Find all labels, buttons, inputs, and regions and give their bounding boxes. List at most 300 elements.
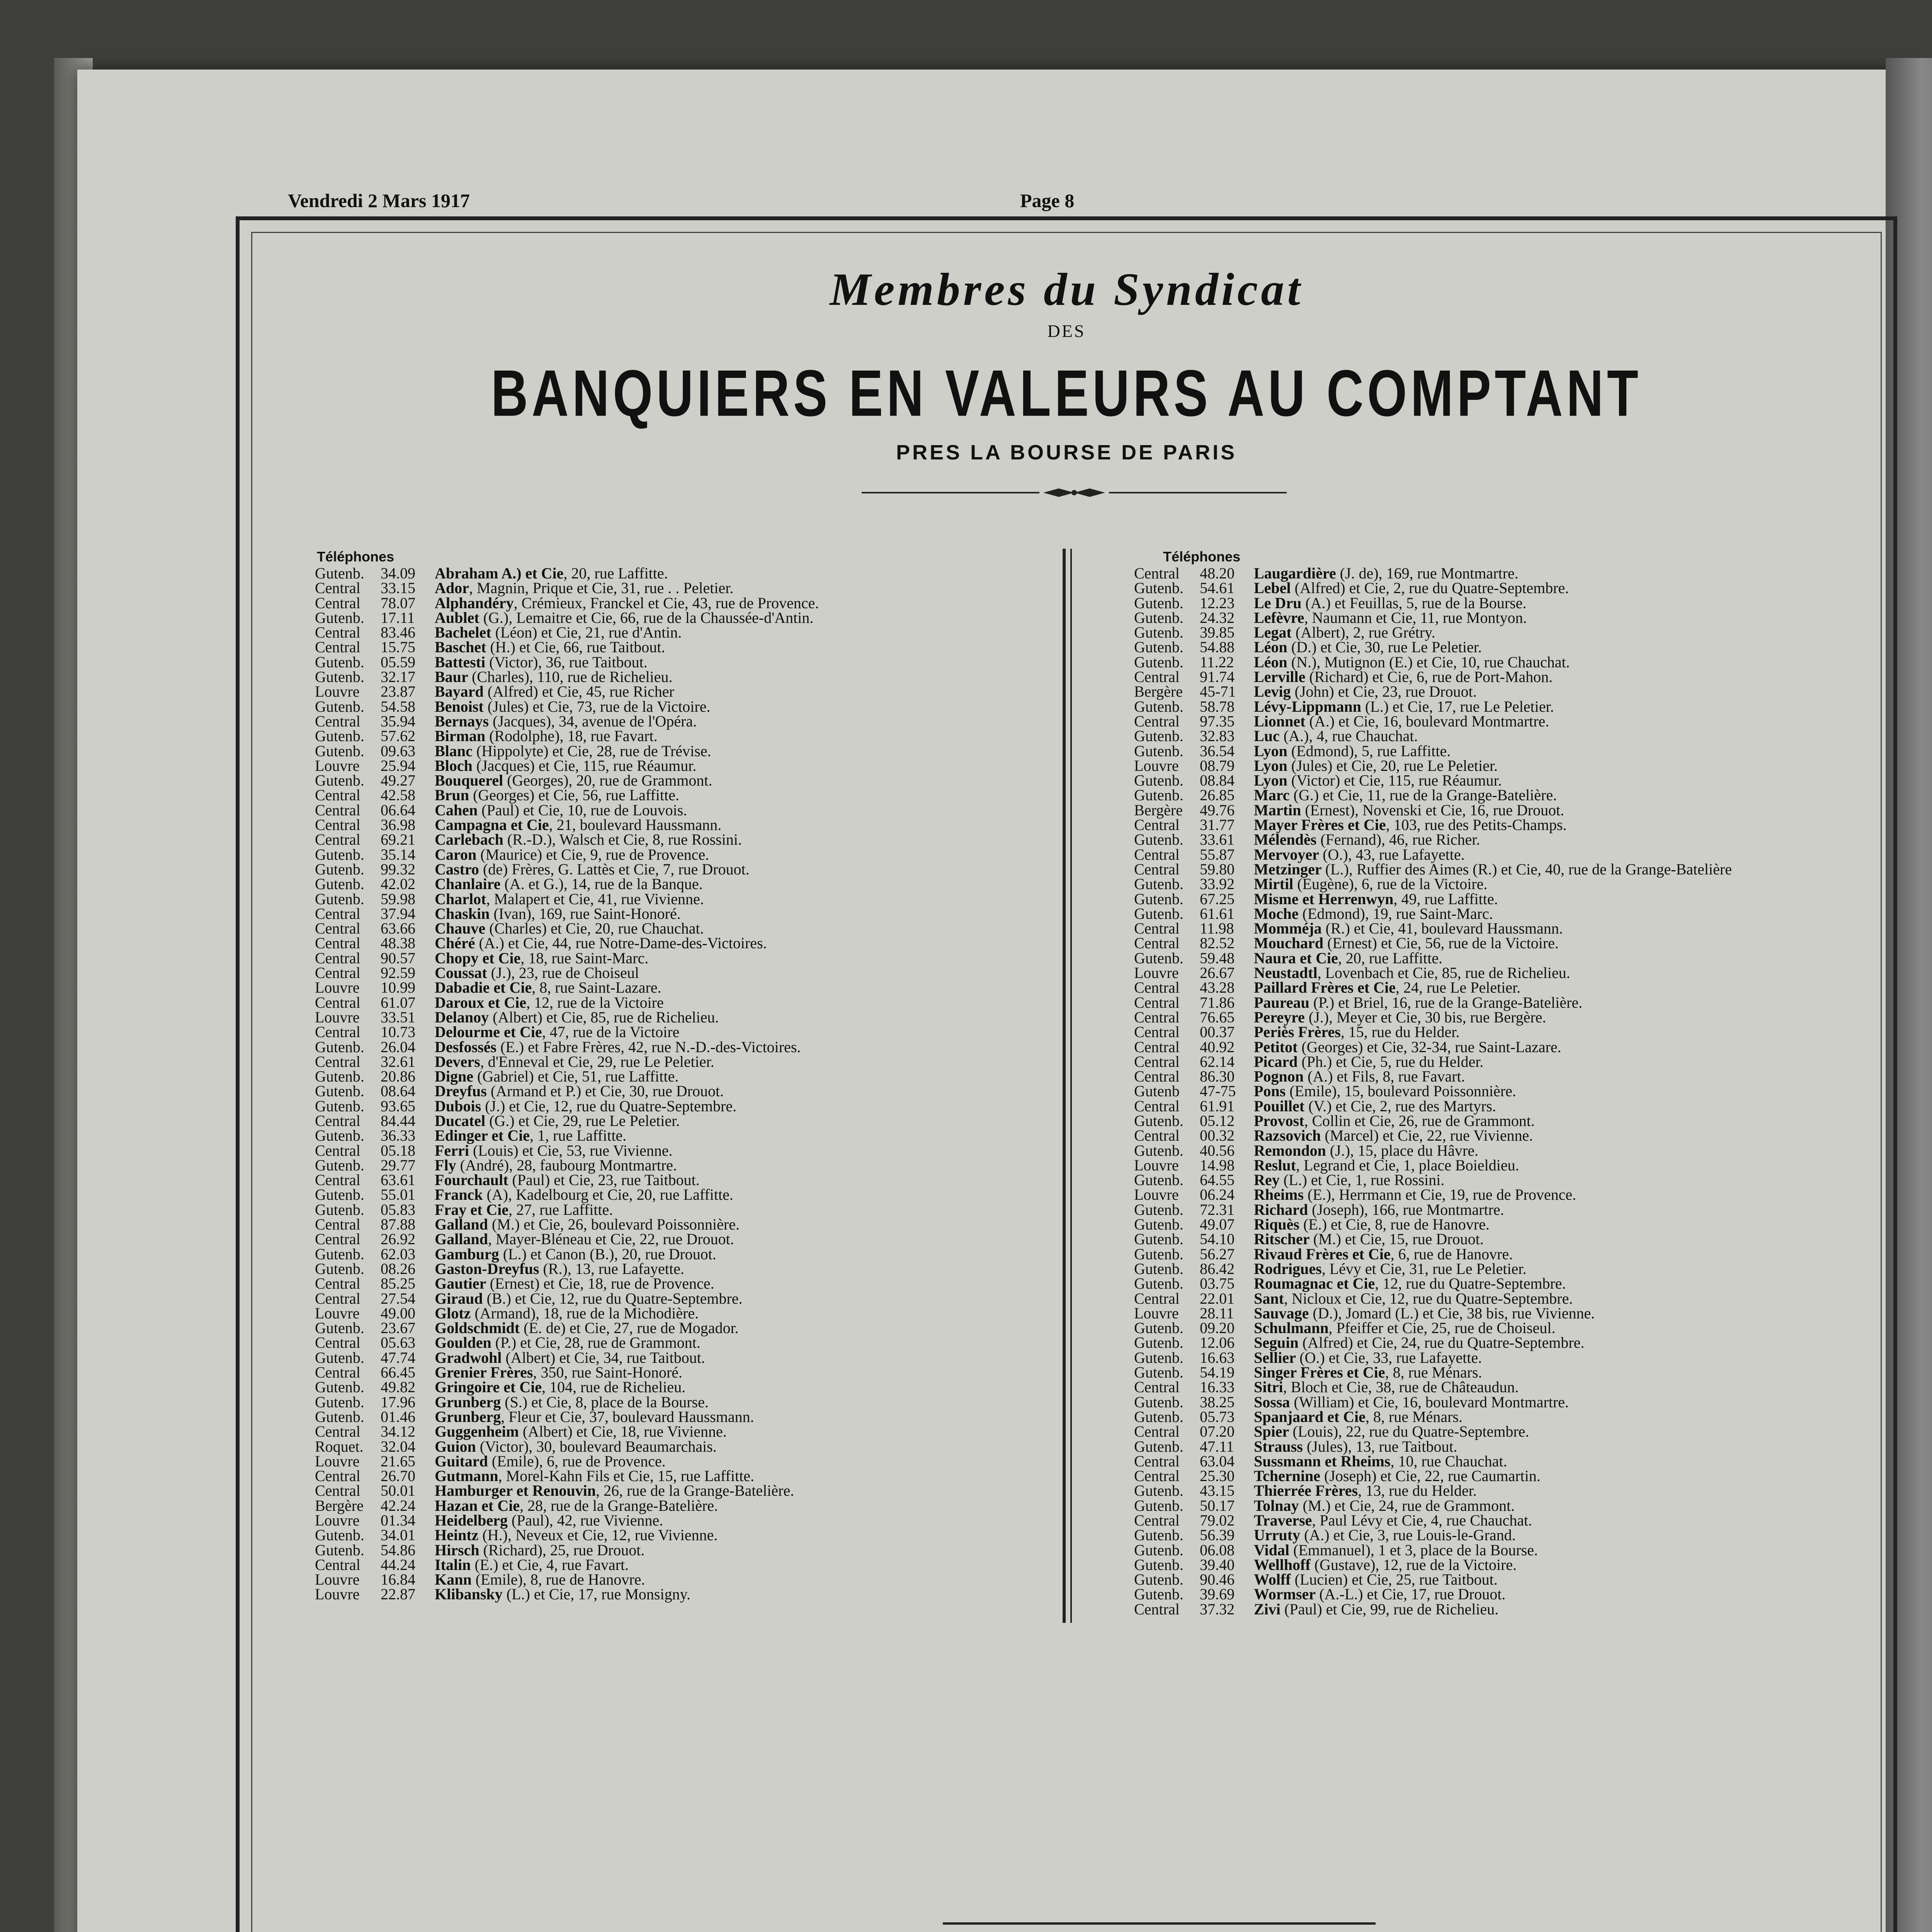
exchange: Central bbox=[315, 1467, 361, 1485]
exchange: Central bbox=[315, 712, 361, 730]
member-row bbox=[315, 1054, 1049, 1069]
phone-number: 49.07 bbox=[1200, 1216, 1235, 1233]
member-name: Urruty (A.) et Cie, 3, rue Louis-le-Grand. bbox=[1254, 1526, 1516, 1544]
member-row bbox=[315, 980, 1049, 995]
phone-number: 39.40 bbox=[1200, 1556, 1235, 1573]
member-row bbox=[315, 655, 1049, 670]
member-name: Mirtil (Eugène), 6, rue de la Victoire. bbox=[1254, 875, 1488, 893]
right-telephones-header: Téléphones bbox=[1163, 549, 1241, 565]
member-row bbox=[1134, 1025, 1868, 1039]
member-row bbox=[1134, 1069, 1868, 1084]
phone-number: 08.26 bbox=[381, 1260, 415, 1277]
exchange: Central bbox=[1134, 565, 1180, 582]
phone-number: 59.48 bbox=[1200, 949, 1235, 967]
member-row bbox=[1134, 1158, 1868, 1173]
member-row bbox=[315, 1572, 1049, 1587]
member-row bbox=[1134, 862, 1868, 877]
phone-number: 76.65 bbox=[1200, 1008, 1235, 1026]
exchange: Gutenb. bbox=[315, 1245, 364, 1263]
member-row bbox=[1134, 1350, 1868, 1365]
phone-number: 54.10 bbox=[1200, 1230, 1235, 1248]
phone-number: 05.73 bbox=[1200, 1408, 1235, 1425]
exchange: Gutenb bbox=[1134, 1082, 1180, 1100]
phone-number: 56.39 bbox=[1200, 1526, 1235, 1544]
phone-number: 10.73 bbox=[381, 1023, 415, 1041]
member-name: Spanjaard et Cie, 8, rue Ménars. bbox=[1254, 1408, 1463, 1425]
exchange: Gutenb. bbox=[1134, 1482, 1184, 1500]
phone-number: 37.94 bbox=[381, 905, 415, 922]
phone-number: 16.63 bbox=[1200, 1349, 1235, 1366]
phone-number: 03.75 bbox=[1200, 1275, 1235, 1293]
member-row bbox=[1134, 832, 1868, 847]
phone-number: 49.76 bbox=[1200, 801, 1235, 819]
short-rule bbox=[943, 1922, 1376, 1925]
right-member-list bbox=[1134, 566, 1868, 1617]
exchange: Gutenb. bbox=[1134, 1541, 1184, 1559]
member-row bbox=[315, 1202, 1049, 1217]
member-name: Abraham A.) et Cie, 20, rue Laffitte. bbox=[435, 565, 668, 582]
phone-number: 07.20 bbox=[1200, 1423, 1235, 1440]
member-row bbox=[315, 1084, 1049, 1099]
phone-number: 63.66 bbox=[381, 920, 415, 937]
member-row bbox=[1134, 1543, 1868, 1558]
member-name: Mélendès (Fernand), 46, rue Richer. bbox=[1254, 831, 1480, 849]
phone-number: 69.21 bbox=[381, 831, 415, 849]
title-banquiers: BANQUIERS EN VALEURS AU COMPTANT bbox=[491, 357, 1642, 430]
phone-number: 32.83 bbox=[1200, 727, 1235, 745]
member-row bbox=[315, 625, 1049, 640]
exchange: Central bbox=[1134, 1600, 1180, 1618]
exchange: Louvre bbox=[1134, 1156, 1179, 1174]
phone-number: 26.04 bbox=[381, 1038, 415, 1056]
phone-number: 34.01 bbox=[381, 1526, 415, 1544]
member-row bbox=[315, 1232, 1049, 1247]
member-row bbox=[1134, 1513, 1868, 1528]
member-name: Lefèvre, Naumann et Cie, 11, rue Montyon. bbox=[1254, 609, 1527, 626]
member-row bbox=[315, 847, 1049, 862]
phone-number: 12.06 bbox=[1200, 1334, 1235, 1352]
exchange: Gutenb. bbox=[315, 772, 364, 789]
member-name: Cahen (Paul) et Cie, 10, rue de Louvois. bbox=[435, 801, 687, 819]
phone-number: 49.82 bbox=[381, 1378, 415, 1396]
phone-number: 34.12 bbox=[381, 1423, 415, 1440]
exchange: Gutenb. bbox=[1134, 1245, 1184, 1263]
member-row bbox=[1134, 1187, 1868, 1202]
exchange: Louvre bbox=[315, 1008, 360, 1026]
title-des: DES bbox=[1047, 321, 1086, 341]
exchange: Gutenb. bbox=[1134, 1334, 1184, 1352]
exchange: Gutenb. bbox=[315, 890, 364, 908]
exchange: Central bbox=[1134, 816, 1180, 834]
phone-number: 85.25 bbox=[381, 1275, 415, 1293]
phone-number: 08.84 bbox=[1200, 772, 1235, 789]
exchange: Gutenb. bbox=[1134, 1571, 1184, 1588]
exchange: Gutenb. bbox=[1134, 772, 1184, 789]
phone-number: 32.17 bbox=[381, 668, 415, 686]
member-name: Roumagnac et Cie, 12, rue du Quatre-Septembre. bbox=[1254, 1275, 1566, 1293]
exchange: Central bbox=[315, 1423, 361, 1440]
member-row bbox=[315, 611, 1049, 625]
phone-number: 72.31 bbox=[1200, 1201, 1235, 1218]
exchange: Gutenb. bbox=[1134, 1556, 1184, 1573]
exchange: Gutenb. bbox=[1134, 1437, 1184, 1455]
exchange: Gutenb. bbox=[315, 1526, 364, 1544]
exchange: Central bbox=[315, 964, 361, 982]
member-name: Gradwohl (Albert) et Cie, 34, rue Taitbout. bbox=[435, 1349, 705, 1366]
member-row bbox=[1134, 1335, 1868, 1350]
exchange: Central bbox=[315, 1275, 361, 1293]
phone-number: 54.58 bbox=[381, 697, 415, 715]
exchange: Gutenb. bbox=[315, 1186, 364, 1204]
member-name: Lévy-Lippmann (L.) et Cie, 17, rue Le Peletier. bbox=[1254, 697, 1554, 715]
member-name: Mervoyer (O.), 43, rue Lafayette. bbox=[1254, 845, 1465, 863]
member-row bbox=[315, 684, 1049, 699]
phone-number: 11.22 bbox=[1200, 653, 1234, 671]
member-name: Lyon (Victor) et Cie, 115, rue Réaumur. bbox=[1254, 772, 1502, 789]
member-row bbox=[1134, 980, 1868, 995]
member-name: Fourchault (Paul) et Cie, 23, rue Taitbout. bbox=[435, 1171, 700, 1189]
phone-number: 55.87 bbox=[1200, 845, 1235, 863]
member-row bbox=[315, 744, 1049, 759]
exchange: Gutenb. bbox=[315, 1408, 364, 1425]
member-row bbox=[315, 699, 1049, 714]
member-name: Martin (Ernest), Novenski et Cie, 16, rue Drouot. bbox=[1254, 801, 1565, 819]
exchange: Central bbox=[315, 905, 361, 922]
member-row bbox=[315, 818, 1049, 832]
exchange: Gutenb. bbox=[1134, 638, 1184, 656]
exchange: Gutenb. bbox=[315, 1038, 364, 1056]
member-row bbox=[1134, 1143, 1868, 1158]
member-row bbox=[315, 1587, 1049, 1602]
phone-number: 42.24 bbox=[381, 1497, 415, 1514]
member-row bbox=[315, 1010, 1049, 1025]
phone-number: 24.32 bbox=[1200, 609, 1235, 626]
member-name: Tchernine (Joseph) et Cie, 22, rue Caumartin. bbox=[1254, 1467, 1541, 1485]
phone-number: 01.46 bbox=[381, 1408, 415, 1425]
member-row bbox=[315, 640, 1049, 655]
exchange: Central bbox=[315, 579, 361, 597]
phone-number: 39.69 bbox=[1200, 1585, 1235, 1603]
exchange: Central bbox=[315, 934, 361, 952]
phone-number: 48.38 bbox=[381, 934, 415, 952]
member-row bbox=[315, 1335, 1049, 1350]
phone-number: 25.30 bbox=[1200, 1467, 1235, 1485]
member-row bbox=[1134, 744, 1868, 759]
phone-number: 59.98 bbox=[381, 890, 415, 908]
member-name: Goulden (P.) et Cie, 28, rue de Grammont. bbox=[435, 1334, 701, 1352]
phone-number: 97.35 bbox=[1200, 712, 1235, 730]
member-name: Galland, Mayer-Bléneau et Cie, 22, rue Drouot. bbox=[435, 1230, 734, 1248]
member-row bbox=[1134, 773, 1868, 788]
phone-number: 01.34 bbox=[381, 1512, 415, 1529]
member-name: Metzinger (L.), Ruffier des Aimes (R.) et Cie, 40, rue de la Grange-Batelière bbox=[1254, 860, 1732, 878]
member-row bbox=[315, 1483, 1049, 1498]
exchange: Louvre bbox=[315, 1512, 360, 1529]
phone-number: 43.15 bbox=[1200, 1482, 1235, 1500]
exchange: Central bbox=[1134, 1097, 1180, 1115]
member-row bbox=[315, 1498, 1049, 1513]
member-name: Singer Frères et Cie, 8, rue Ménars. bbox=[1254, 1364, 1482, 1381]
member-row bbox=[315, 596, 1049, 611]
phone-number: 86.42 bbox=[1200, 1260, 1235, 1277]
member-row bbox=[1134, 1306, 1868, 1321]
member-name: Fly (André), 28, faubourg Montmartre. bbox=[435, 1156, 677, 1174]
member-name: Wolff (Lucien) et Cie, 25, rue Taitbout. bbox=[1254, 1571, 1498, 1588]
exchange: Central bbox=[1134, 1068, 1180, 1085]
member-name: Mayer Frères et Cie, 103, rue des Petits-Champs. bbox=[1254, 816, 1567, 834]
member-name: Seguin (Alfred) et Cie, 24, rue du Quatre-Septembre. bbox=[1254, 1334, 1585, 1352]
phone-number: 92.59 bbox=[381, 964, 415, 982]
exchange: Gutenb. bbox=[315, 1319, 364, 1337]
member-name: Brun (Georges) et Cie, 56, rue Laffitte. bbox=[435, 786, 679, 804]
member-row bbox=[1134, 1099, 1868, 1114]
member-row bbox=[1134, 596, 1868, 611]
exchange: Gutenb. bbox=[1134, 1526, 1184, 1544]
phone-number: 42.58 bbox=[381, 786, 415, 804]
member-row bbox=[1134, 803, 1868, 818]
exchange: Central bbox=[1134, 1127, 1180, 1145]
member-name: Chopy et Cie, 18, rue Saint-Marc. bbox=[435, 949, 649, 967]
member-row bbox=[315, 803, 1049, 818]
phone-number: 34.09 bbox=[381, 565, 415, 582]
member-row bbox=[315, 1128, 1049, 1143]
member-name: Benoist (Jules) et Cie, 73, rue de la Victoire. bbox=[435, 697, 711, 715]
phone-number: 05.59 bbox=[381, 653, 415, 671]
member-name: Legat (Albert), 2, rue Grétry. bbox=[1254, 624, 1435, 641]
member-name: Tolnay (M.) et Cie, 24, rue de Grammont. bbox=[1254, 1497, 1515, 1514]
member-row bbox=[315, 670, 1049, 684]
member-name: Neustadtl, Lovenbach et Cie, 85, rue de Richelieu. bbox=[1254, 964, 1570, 982]
phone-number: 05.12 bbox=[1200, 1112, 1235, 1129]
exchange: Louvre bbox=[1134, 1186, 1179, 1204]
phone-number: 05.83 bbox=[381, 1201, 415, 1218]
phone-number: 33.92 bbox=[1200, 875, 1235, 893]
member-name: Klibansky (L.) et Cie, 17, rue Monsigny. bbox=[435, 1585, 690, 1603]
member-row bbox=[1134, 1262, 1868, 1276]
exchange: Central bbox=[315, 1112, 361, 1129]
member-name: Campagna et Cie, 21, boulevard Haussmann. bbox=[435, 816, 722, 834]
exchange: Gutenb. bbox=[315, 653, 364, 671]
exchange: Gutenb. bbox=[1134, 742, 1184, 760]
member-row bbox=[1134, 1498, 1868, 1513]
exchange: Central bbox=[315, 1216, 361, 1233]
phone-number: 27.54 bbox=[381, 1289, 415, 1307]
phone-number: 40.56 bbox=[1200, 1141, 1235, 1159]
member-name: Léon (N.), Mutignon (E.) et Cie, 10, rue Chauchat. bbox=[1254, 653, 1570, 671]
member-name: Traverse, Paul Lévy et Cie, 4, rue Chauchat. bbox=[1254, 1512, 1532, 1529]
phone-number: 54.19 bbox=[1200, 1364, 1235, 1381]
member-row bbox=[315, 995, 1049, 1010]
member-name: Paillard Frères et Cie, 24, rue Le Peletier. bbox=[1254, 979, 1521, 997]
member-row bbox=[1134, 1454, 1868, 1469]
member-row bbox=[315, 1513, 1049, 1528]
member-row bbox=[315, 862, 1049, 877]
member-row bbox=[1134, 1321, 1868, 1335]
member-row bbox=[1134, 936, 1868, 951]
member-name: Zivi (Paul) et Cie, 99, rue de Richelieu. bbox=[1254, 1600, 1499, 1618]
exchange: Central bbox=[315, 993, 361, 1011]
member-row bbox=[315, 759, 1049, 773]
member-name: Wellhoff (Gustave), 12, rue de la Victoire. bbox=[1254, 1556, 1517, 1573]
phone-number: 32.04 bbox=[381, 1437, 415, 1455]
member-row bbox=[315, 773, 1049, 788]
member-name: Levig (John) et Cie, 23, rue Drouot. bbox=[1254, 683, 1477, 701]
member-row bbox=[315, 1380, 1049, 1395]
member-name: Moche (Edmond), 19, rue Saint-Marc. bbox=[1254, 905, 1493, 922]
exchange: Gutenb. bbox=[1134, 1364, 1184, 1381]
phone-number: 10.99 bbox=[381, 979, 415, 997]
member-row bbox=[1134, 729, 1868, 743]
exchange: Bergère bbox=[1134, 801, 1183, 819]
exchange: Central bbox=[1134, 934, 1180, 952]
member-row bbox=[315, 1469, 1049, 1483]
phone-number: 54.86 bbox=[381, 1541, 415, 1559]
member-row bbox=[1134, 714, 1868, 729]
exchange: Gutenb. bbox=[1134, 624, 1184, 641]
member-row bbox=[1134, 1232, 1868, 1247]
member-name: Pereyre (J.), Meyer et Cie, 30 bis, rue Bergère. bbox=[1254, 1008, 1546, 1026]
member-name: Giraud (B.) et Cie, 12, rue du Quatre-Septembre. bbox=[435, 1289, 743, 1307]
phone-number: 26.70 bbox=[381, 1467, 415, 1485]
exchange: Central bbox=[315, 831, 361, 849]
member-row bbox=[315, 1069, 1049, 1084]
exchange: Roquet. bbox=[315, 1437, 364, 1455]
phone-number: 32.61 bbox=[381, 1053, 415, 1070]
exchange: Central bbox=[1134, 1023, 1180, 1041]
exchange: Louvre bbox=[315, 1452, 360, 1470]
exchange: Gutenb. bbox=[315, 565, 364, 582]
member-name: Lyon (Jules) et Cie, 20, rue Le Peletier. bbox=[1254, 757, 1498, 774]
exchange: Central bbox=[1134, 920, 1180, 937]
member-row bbox=[1134, 1114, 1868, 1128]
exchange: Central bbox=[1134, 860, 1180, 878]
phone-number: 26.67 bbox=[1200, 964, 1235, 982]
phone-number: 61.07 bbox=[381, 993, 415, 1011]
phone-number: 33.51 bbox=[381, 1008, 415, 1026]
member-row bbox=[1134, 684, 1868, 699]
exchange: Louvre bbox=[1134, 1304, 1179, 1322]
member-name: Carlebach (R.-D.), Walsch et Cie, 8, rue Rossini. bbox=[435, 831, 742, 849]
phone-number: 16.84 bbox=[381, 1571, 415, 1588]
phone-number: 78.07 bbox=[381, 594, 415, 612]
member-row bbox=[315, 951, 1049, 966]
phone-number: 31.77 bbox=[1200, 816, 1235, 834]
member-name: Reslut, Legrand et Cie, 1, place Boieldieu. bbox=[1254, 1156, 1519, 1174]
member-name: Grenier Frères, 350, rue Saint-Honoré. bbox=[435, 1364, 682, 1381]
member-row bbox=[315, 892, 1049, 906]
exchange: Central bbox=[315, 1482, 361, 1500]
member-name: Provost, Collin et Cie, 26, rue de Grammont. bbox=[1254, 1112, 1535, 1129]
member-name: Dubois (J.) et Cie, 12, rue du Quatre-Septembre. bbox=[435, 1097, 736, 1115]
member-name: Remondon (J.), 15, place du Hâvre. bbox=[1254, 1141, 1478, 1159]
exchange: Central bbox=[315, 1141, 361, 1159]
phone-number: 49.00 bbox=[381, 1304, 415, 1322]
member-name: Chéré (A.) et Cie, 44, rue Notre-Dame-des-Victoires. bbox=[435, 934, 767, 952]
member-row bbox=[1134, 699, 1868, 714]
member-row bbox=[1134, 1483, 1868, 1498]
exchange: Gutenb. bbox=[315, 697, 364, 715]
phone-number: 39.85 bbox=[1200, 624, 1235, 641]
phone-number: 37.32 bbox=[1200, 1600, 1235, 1618]
member-name: Bachelet (Léon) et Cie, 21, rue d'Antin. bbox=[435, 624, 682, 641]
member-name: Coussat (J.), 23, rue de Choiseul bbox=[435, 964, 639, 982]
member-name: Rivaud Frères et Cie, 6, rue de Hanovre. bbox=[1254, 1245, 1513, 1263]
exchange: Gutenb. bbox=[315, 668, 364, 686]
phone-number: 23.67 bbox=[381, 1319, 415, 1337]
member-row bbox=[1134, 1128, 1868, 1143]
exchange: Gutenb. bbox=[1134, 1497, 1184, 1514]
member-row bbox=[1134, 655, 1868, 670]
phone-number: 62.03 bbox=[381, 1245, 415, 1263]
exchange: Gutenb. bbox=[1134, 697, 1184, 715]
member-name: Naura et Cie, 20, rue Laffitte. bbox=[1254, 949, 1442, 967]
exchange: Gutenb. bbox=[1134, 875, 1184, 893]
phone-number: 91.74 bbox=[1200, 668, 1235, 686]
member-name: Rodrigues, Lévy et Cie, 31, rue Le Peletier. bbox=[1254, 1260, 1527, 1277]
member-row bbox=[1134, 1587, 1868, 1602]
exchange: Central bbox=[1134, 993, 1180, 1011]
member-row bbox=[1134, 1276, 1868, 1291]
phone-number: 22.87 bbox=[381, 1585, 415, 1603]
phone-number: 47-75 bbox=[1200, 1082, 1236, 1100]
phone-number: 86.30 bbox=[1200, 1068, 1235, 1085]
member-row bbox=[315, 1262, 1049, 1276]
member-name: Strauss (Jules), 13, rue Taitbout. bbox=[1254, 1437, 1458, 1455]
member-row bbox=[315, 1439, 1049, 1454]
member-row bbox=[1134, 906, 1868, 921]
member-name: Kann (Emile), 8, rue de Hanovre. bbox=[435, 1571, 645, 1588]
phone-number: 87.88 bbox=[381, 1216, 415, 1233]
member-name: Thierrée Frères, 13, rue du Helder. bbox=[1254, 1482, 1477, 1500]
phone-number: 35.94 bbox=[381, 712, 415, 730]
phone-number: 71.86 bbox=[1200, 993, 1235, 1011]
member-row bbox=[1134, 1217, 1868, 1232]
phone-number: 38.25 bbox=[1200, 1393, 1235, 1411]
phone-number: 44.24 bbox=[381, 1556, 415, 1573]
exchange: Louvre bbox=[315, 683, 360, 701]
exchange: Central bbox=[315, 1289, 361, 1307]
phone-number: 21.65 bbox=[381, 1452, 415, 1470]
exchange: Central bbox=[1134, 1289, 1180, 1307]
member-name: Razsovich (Marcel) et Cie, 22, rue Vivienne. bbox=[1254, 1127, 1533, 1145]
phone-number: 83.46 bbox=[381, 624, 415, 641]
member-row bbox=[1134, 759, 1868, 773]
exchange: Central bbox=[315, 816, 361, 834]
phone-number: 36.98 bbox=[381, 816, 415, 834]
exchange: Gutenb. bbox=[1134, 1260, 1184, 1277]
phone-number: 56.27 bbox=[1200, 1245, 1235, 1263]
exchange: Central bbox=[1134, 1008, 1180, 1026]
member-row bbox=[1134, 1202, 1868, 1217]
member-name: Edinger et Cie, 1, rue Laffitte. bbox=[435, 1127, 627, 1145]
exchange: Central bbox=[315, 786, 361, 804]
phone-number: 47.74 bbox=[381, 1349, 415, 1366]
member-name: Guitard (Emile), 6, rue de Provence. bbox=[435, 1452, 666, 1470]
phone-number: 54.61 bbox=[1200, 579, 1235, 597]
phone-number: 67.25 bbox=[1200, 890, 1235, 908]
member-row bbox=[1134, 1084, 1868, 1099]
member-name: Rey (L.) et Cie, 1, rue Rossini. bbox=[1254, 1171, 1445, 1189]
phone-number: 90.46 bbox=[1200, 1571, 1235, 1588]
member-name: Sitri, Bloch et Cie, 38, rue de Châteaudun. bbox=[1254, 1378, 1519, 1396]
member-row bbox=[315, 1187, 1049, 1202]
exchange: Louvre bbox=[315, 979, 360, 997]
member-name: Sussmann et Rheims, 10, rue Chauchat. bbox=[1254, 1452, 1507, 1470]
member-name: Periès Frères, 15, rue du Helder. bbox=[1254, 1023, 1460, 1041]
member-row bbox=[315, 966, 1049, 980]
member-row bbox=[315, 1247, 1049, 1262]
phone-number: 17.11 bbox=[381, 609, 415, 626]
